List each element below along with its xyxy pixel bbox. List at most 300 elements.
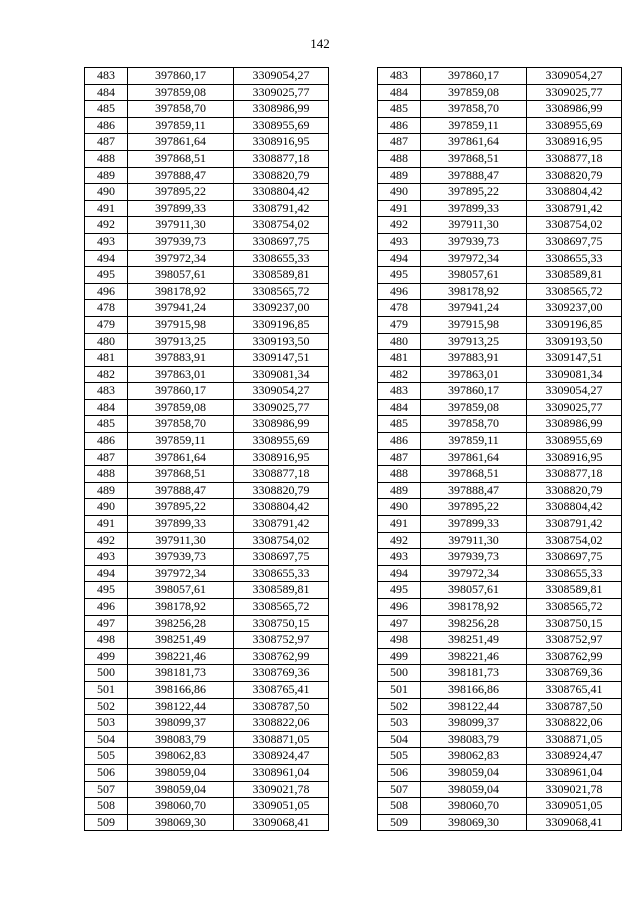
- x-coordinate-cell: 397895,22: [421, 499, 527, 516]
- table-row: [378, 217, 622, 234]
- table-row: [85, 117, 329, 134]
- x-coordinate-cell: 398057,61: [421, 582, 527, 599]
- y-coordinate-cell: 3308986,99: [234, 101, 329, 118]
- point-number-cell: 495: [85, 582, 128, 599]
- table-row: [85, 150, 329, 167]
- y-coordinate-cell: 3308955,69: [527, 117, 622, 134]
- x-coordinate-cell: 398057,61: [421, 267, 527, 284]
- table-row: [85, 101, 329, 118]
- y-coordinate-cell: 3308955,69: [527, 433, 622, 450]
- y-coordinate-cell: 3308804,42: [234, 184, 329, 201]
- table-row: [378, 798, 622, 815]
- point-number-cell: 487: [378, 134, 421, 151]
- x-coordinate-cell: 398251,49: [421, 632, 527, 649]
- point-number-cell: 484: [378, 84, 421, 101]
- table-row: [378, 383, 622, 400]
- point-number-cell: 507: [85, 781, 128, 798]
- x-coordinate-cell: 398083,79: [421, 731, 527, 748]
- x-coordinate-cell: 397941,24: [128, 300, 234, 317]
- x-coordinate-cell: 397860,17: [128, 68, 234, 85]
- table-row: [378, 532, 622, 549]
- table-row: [85, 698, 329, 715]
- point-number-cell: 485: [85, 416, 128, 433]
- x-coordinate-cell: 397915,98: [421, 316, 527, 333]
- x-coordinate-cell: 397899,33: [128, 516, 234, 533]
- point-number-cell: 483: [85, 383, 128, 400]
- point-number-cell: 500: [378, 665, 421, 682]
- x-coordinate-cell: 397863,01: [128, 366, 234, 383]
- point-number-cell: 483: [85, 68, 128, 85]
- table-row: [85, 267, 329, 284]
- point-number-cell: 496: [85, 283, 128, 300]
- x-coordinate-cell: 397972,34: [421, 250, 527, 267]
- y-coordinate-cell: 3308750,15: [527, 615, 622, 632]
- y-coordinate-cell: 3308754,02: [527, 217, 622, 234]
- x-coordinate-cell: 398069,30: [421, 814, 527, 831]
- table-row: [378, 582, 622, 599]
- y-coordinate-cell: 3308754,02: [234, 532, 329, 549]
- point-number-cell: 495: [85, 267, 128, 284]
- table-row: [85, 482, 329, 499]
- y-coordinate-cell: 3308822,06: [234, 715, 329, 732]
- y-coordinate-cell: 3309025,77: [527, 84, 622, 101]
- table-row: [85, 233, 329, 250]
- x-coordinate-cell: 397868,51: [128, 466, 234, 483]
- table-row: [378, 134, 622, 151]
- point-number-cell: 493: [85, 233, 128, 250]
- y-coordinate-cell: 3308589,81: [234, 267, 329, 284]
- table-row: [378, 565, 622, 582]
- y-coordinate-cell: 3309196,85: [527, 316, 622, 333]
- y-coordinate-cell: 3309051,05: [527, 798, 622, 815]
- x-coordinate-cell: 397861,64: [421, 134, 527, 151]
- point-number-cell: 491: [378, 516, 421, 533]
- y-coordinate-cell: 3308916,95: [234, 134, 329, 151]
- point-number-cell: 495: [378, 582, 421, 599]
- y-coordinate-cell: 3308820,79: [527, 482, 622, 499]
- x-coordinate-cell: 397915,98: [128, 316, 234, 333]
- x-coordinate-cell: 397895,22: [128, 499, 234, 516]
- table-row: [85, 516, 329, 533]
- x-coordinate-cell: 397858,70: [128, 416, 234, 433]
- y-coordinate-cell: 3308769,36: [527, 665, 622, 682]
- table-row: [378, 416, 622, 433]
- table-row: [85, 814, 329, 831]
- table-row: [85, 217, 329, 234]
- y-coordinate-cell: 3308565,72: [527, 599, 622, 616]
- table-row: [85, 184, 329, 201]
- x-coordinate-cell: 398059,04: [128, 764, 234, 781]
- table-row: [85, 565, 329, 582]
- x-coordinate-cell: 398057,61: [128, 267, 234, 284]
- point-number-cell: 482: [85, 366, 128, 383]
- y-coordinate-cell: 3309021,78: [527, 781, 622, 798]
- table-row: [85, 433, 329, 450]
- y-coordinate-cell: 3308750,15: [234, 615, 329, 632]
- table-row: [378, 250, 622, 267]
- y-coordinate-cell: 3308762,99: [527, 648, 622, 665]
- y-coordinate-cell: 3309068,41: [527, 814, 622, 831]
- x-coordinate-cell: 397861,64: [128, 134, 234, 151]
- x-coordinate-cell: 398069,30: [128, 814, 234, 831]
- point-number-cell: 483: [378, 68, 421, 85]
- point-number-cell: 484: [378, 399, 421, 416]
- point-number-cell: 490: [85, 499, 128, 516]
- x-coordinate-cell: 398062,83: [128, 748, 234, 765]
- table-row: [85, 632, 329, 649]
- x-coordinate-cell: 397913,25: [421, 333, 527, 350]
- point-number-cell: 496: [85, 599, 128, 616]
- point-number-cell: 491: [378, 200, 421, 217]
- point-number-cell: 484: [85, 399, 128, 416]
- point-number-cell: 506: [85, 764, 128, 781]
- y-coordinate-cell: 3308565,72: [527, 283, 622, 300]
- y-coordinate-cell: 3309054,27: [234, 68, 329, 85]
- x-coordinate-cell: 397888,47: [128, 482, 234, 499]
- point-number-cell: 497: [378, 615, 421, 632]
- y-coordinate-cell: 3308924,47: [527, 748, 622, 765]
- x-coordinate-cell: 397859,11: [128, 117, 234, 134]
- y-coordinate-cell: 3309068,41: [234, 814, 329, 831]
- table-row: [85, 399, 329, 416]
- point-number-cell: 492: [378, 532, 421, 549]
- point-number-cell: 497: [85, 615, 128, 632]
- y-coordinate-cell: 3309025,77: [527, 399, 622, 416]
- y-coordinate-cell: 3308986,99: [527, 416, 622, 433]
- x-coordinate-cell: 397913,25: [128, 333, 234, 350]
- y-coordinate-cell: 3309193,50: [234, 333, 329, 350]
- y-coordinate-cell: 3308916,95: [527, 134, 622, 151]
- point-number-cell: 503: [378, 715, 421, 732]
- y-coordinate-cell: 3308589,81: [527, 267, 622, 284]
- point-number-cell: 486: [378, 117, 421, 134]
- point-number-cell: 496: [378, 283, 421, 300]
- x-coordinate-cell: 397859,08: [128, 399, 234, 416]
- x-coordinate-cell: 397972,34: [421, 565, 527, 582]
- x-coordinate-cell: 398166,86: [421, 681, 527, 698]
- y-coordinate-cell: 3308655,33: [234, 250, 329, 267]
- point-number-cell: 499: [378, 648, 421, 665]
- table-row: [85, 665, 329, 682]
- y-coordinate-cell: 3308955,69: [234, 117, 329, 134]
- x-coordinate-cell: 398181,73: [421, 665, 527, 682]
- y-coordinate-cell: 3308961,04: [234, 764, 329, 781]
- point-number-cell: 483: [378, 383, 421, 400]
- point-number-cell: 494: [85, 565, 128, 582]
- y-coordinate-cell: 3309147,51: [527, 350, 622, 367]
- y-coordinate-cell: 3308769,36: [234, 665, 329, 682]
- x-coordinate-cell: 397911,30: [421, 217, 527, 234]
- table-row: [85, 68, 329, 85]
- x-coordinate-cell: 397883,91: [421, 350, 527, 367]
- point-number-cell: 498: [85, 632, 128, 649]
- y-coordinate-cell: 3309021,78: [234, 781, 329, 798]
- y-coordinate-cell: 3308787,50: [234, 698, 329, 715]
- x-coordinate-cell: 397861,64: [128, 449, 234, 466]
- table-row: [378, 698, 622, 715]
- point-number-cell: 494: [378, 565, 421, 582]
- y-coordinate-cell: 3308871,05: [234, 731, 329, 748]
- x-coordinate-cell: 397860,17: [128, 383, 234, 400]
- table-row: [85, 731, 329, 748]
- point-number-cell: 480: [85, 333, 128, 350]
- x-coordinate-cell: 397899,33: [421, 200, 527, 217]
- table-row: [85, 416, 329, 433]
- table-row: [85, 333, 329, 350]
- x-coordinate-cell: 398166,86: [128, 681, 234, 698]
- table-row: [378, 366, 622, 383]
- point-number-cell: 502: [378, 698, 421, 715]
- x-coordinate-cell: 397858,70: [421, 101, 527, 118]
- x-coordinate-cell: 397860,17: [421, 383, 527, 400]
- table-row: [378, 632, 622, 649]
- table-row: [378, 482, 622, 499]
- y-coordinate-cell: 3308765,41: [527, 681, 622, 698]
- point-number-cell: 482: [378, 366, 421, 383]
- table-row: [85, 582, 329, 599]
- x-coordinate-cell: 397859,11: [128, 433, 234, 450]
- point-number-cell: 485: [378, 101, 421, 118]
- point-number-cell: 495: [378, 267, 421, 284]
- x-coordinate-cell: 397860,17: [421, 68, 527, 85]
- x-coordinate-cell: 397858,70: [421, 416, 527, 433]
- point-number-cell: 509: [378, 814, 421, 831]
- point-number-cell: 509: [85, 814, 128, 831]
- x-coordinate-cell: 397972,34: [128, 565, 234, 582]
- y-coordinate-cell: 3308877,18: [234, 150, 329, 167]
- x-coordinate-cell: 397883,91: [128, 350, 234, 367]
- table-row: [378, 781, 622, 798]
- table-row: [378, 748, 622, 765]
- point-number-cell: 494: [85, 250, 128, 267]
- point-number-cell: 502: [85, 698, 128, 715]
- point-number-cell: 498: [378, 632, 421, 649]
- x-coordinate-cell: 398221,46: [128, 648, 234, 665]
- point-number-cell: 488: [378, 466, 421, 483]
- y-coordinate-cell: 3308752,97: [527, 632, 622, 649]
- y-coordinate-cell: 3309054,27: [234, 383, 329, 400]
- x-coordinate-cell: 398083,79: [128, 731, 234, 748]
- point-number-cell: 507: [378, 781, 421, 798]
- point-number-cell: 480: [378, 333, 421, 350]
- y-coordinate-cell: 3308791,42: [527, 200, 622, 217]
- table-row: [378, 549, 622, 566]
- y-coordinate-cell: 3308754,02: [234, 217, 329, 234]
- table-row: [378, 715, 622, 732]
- table-row: [85, 798, 329, 815]
- point-number-cell: 503: [85, 715, 128, 732]
- point-number-cell: 486: [85, 117, 128, 134]
- x-coordinate-cell: 398059,04: [421, 781, 527, 798]
- table-row: [85, 681, 329, 698]
- y-coordinate-cell: 3308955,69: [234, 433, 329, 450]
- point-number-cell: 490: [85, 184, 128, 201]
- point-number-cell: 491: [85, 200, 128, 217]
- x-coordinate-cell: 397939,73: [421, 549, 527, 566]
- y-coordinate-cell: 3308565,72: [234, 283, 329, 300]
- y-coordinate-cell: 3308986,99: [234, 416, 329, 433]
- point-number-cell: 493: [378, 549, 421, 566]
- y-coordinate-cell: 3308986,99: [527, 101, 622, 118]
- point-number-cell: 501: [85, 681, 128, 698]
- y-coordinate-cell: 3308916,95: [527, 449, 622, 466]
- y-coordinate-cell: 3308791,42: [234, 200, 329, 217]
- x-coordinate-cell: 398256,28: [128, 615, 234, 632]
- table-row: [378, 350, 622, 367]
- table-row: [85, 283, 329, 300]
- point-number-cell: 487: [85, 134, 128, 151]
- table-row: [85, 532, 329, 549]
- y-coordinate-cell: 3308754,02: [527, 532, 622, 549]
- table-row: [378, 117, 622, 134]
- table-row: [378, 300, 622, 317]
- x-coordinate-cell: 398122,44: [128, 698, 234, 715]
- point-number-cell: 493: [85, 549, 128, 566]
- y-coordinate-cell: 3308791,42: [234, 516, 329, 533]
- table-row: [85, 167, 329, 184]
- table-row: [85, 449, 329, 466]
- y-coordinate-cell: 3308655,33: [527, 250, 622, 267]
- x-coordinate-cell: 397939,73: [128, 549, 234, 566]
- point-number-cell: 489: [378, 167, 421, 184]
- x-coordinate-cell: 398060,70: [128, 798, 234, 815]
- x-coordinate-cell: 398099,37: [128, 715, 234, 732]
- y-coordinate-cell: 3308655,33: [527, 565, 622, 582]
- y-coordinate-cell: 3308877,18: [234, 466, 329, 483]
- table-row: [85, 134, 329, 151]
- y-coordinate-cell: 3308565,72: [234, 599, 329, 616]
- y-coordinate-cell: 3308820,79: [234, 167, 329, 184]
- y-coordinate-cell: 3308697,75: [234, 549, 329, 566]
- x-coordinate-cell: 397888,47: [421, 167, 527, 184]
- table-row: [85, 549, 329, 566]
- y-coordinate-cell: 3309054,27: [527, 383, 622, 400]
- table-row: [378, 150, 622, 167]
- y-coordinate-cell: 3308752,97: [234, 632, 329, 649]
- point-number-cell: 485: [378, 416, 421, 433]
- table-row: [378, 399, 622, 416]
- point-number-cell: 489: [378, 482, 421, 499]
- point-number-cell: 493: [378, 233, 421, 250]
- point-number-cell: 499: [85, 648, 128, 665]
- y-coordinate-cell: 3308804,42: [234, 499, 329, 516]
- y-coordinate-cell: 3308655,33: [234, 565, 329, 582]
- x-coordinate-cell: 398059,04: [128, 781, 234, 798]
- table-row: [85, 764, 329, 781]
- x-coordinate-cell: 398178,92: [421, 283, 527, 300]
- x-coordinate-cell: 397859,08: [421, 84, 527, 101]
- y-coordinate-cell: 3308589,81: [527, 582, 622, 599]
- y-coordinate-cell: 3308762,99: [234, 648, 329, 665]
- x-coordinate-cell: 398122,44: [421, 698, 527, 715]
- y-coordinate-cell: 3309025,77: [234, 84, 329, 101]
- table-row: [378, 84, 622, 101]
- x-coordinate-cell: 397863,01: [421, 366, 527, 383]
- x-coordinate-cell: 398057,61: [128, 582, 234, 599]
- point-number-cell: 478: [378, 300, 421, 317]
- point-number-cell: 492: [378, 217, 421, 234]
- table-row: [378, 449, 622, 466]
- table-row: [85, 383, 329, 400]
- x-coordinate-cell: 397939,73: [421, 233, 527, 250]
- x-coordinate-cell: 397859,11: [421, 433, 527, 450]
- x-coordinate-cell: 398178,92: [128, 283, 234, 300]
- y-coordinate-cell: 3308822,06: [527, 715, 622, 732]
- point-number-cell: 505: [85, 748, 128, 765]
- coordinates-table-left: [84, 67, 329, 831]
- point-number-cell: 488: [85, 466, 128, 483]
- y-coordinate-cell: 3308697,75: [527, 233, 622, 250]
- point-number-cell: 487: [85, 449, 128, 466]
- table-row: [85, 366, 329, 383]
- table-row: [85, 499, 329, 516]
- y-coordinate-cell: 3308765,41: [234, 681, 329, 698]
- table-row: [85, 300, 329, 317]
- point-number-cell: 492: [85, 217, 128, 234]
- point-number-cell: 479: [378, 316, 421, 333]
- point-number-cell: 496: [378, 599, 421, 616]
- page-number: 142: [310, 36, 330, 51]
- x-coordinate-cell: 397941,24: [421, 300, 527, 317]
- point-number-cell: 481: [378, 350, 421, 367]
- y-coordinate-cell: 3308791,42: [527, 516, 622, 533]
- y-coordinate-cell: 3308804,42: [527, 184, 622, 201]
- x-coordinate-cell: 397899,33: [421, 516, 527, 533]
- y-coordinate-cell: 3308871,05: [527, 731, 622, 748]
- x-coordinate-cell: 398062,83: [421, 748, 527, 765]
- point-number-cell: 501: [378, 681, 421, 698]
- table-row: [85, 84, 329, 101]
- table-row: [378, 433, 622, 450]
- x-coordinate-cell: 397888,47: [421, 482, 527, 499]
- y-coordinate-cell: 3308877,18: [527, 150, 622, 167]
- x-coordinate-cell: 397858,70: [128, 101, 234, 118]
- x-coordinate-cell: 397911,30: [421, 532, 527, 549]
- y-coordinate-cell: 3308877,18: [527, 466, 622, 483]
- table-row: [85, 615, 329, 632]
- x-coordinate-cell: 398251,49: [128, 632, 234, 649]
- x-coordinate-cell: 397911,30: [128, 217, 234, 234]
- point-number-cell: 504: [378, 731, 421, 748]
- coordinates-table-left-body: [85, 68, 329, 831]
- table-row: [378, 499, 622, 516]
- y-coordinate-cell: 3308820,79: [527, 167, 622, 184]
- y-coordinate-cell: 3308924,47: [234, 748, 329, 765]
- x-coordinate-cell: 397972,34: [128, 250, 234, 267]
- x-coordinate-cell: 397868,51: [421, 466, 527, 483]
- x-coordinate-cell: 398181,73: [128, 665, 234, 682]
- y-coordinate-cell: 3308589,81: [234, 582, 329, 599]
- y-coordinate-cell: 3309196,85: [234, 316, 329, 333]
- point-number-cell: 505: [378, 748, 421, 765]
- x-coordinate-cell: 397859,08: [421, 399, 527, 416]
- x-coordinate-cell: 398099,37: [421, 715, 527, 732]
- table-row: [85, 748, 329, 765]
- point-number-cell: 487: [378, 449, 421, 466]
- table-row: [378, 167, 622, 184]
- table-row: [378, 731, 622, 748]
- x-coordinate-cell: 398221,46: [421, 648, 527, 665]
- point-number-cell: 489: [85, 167, 128, 184]
- x-coordinate-cell: 397859,08: [128, 84, 234, 101]
- y-coordinate-cell: 3308916,95: [234, 449, 329, 466]
- table-row: [378, 316, 622, 333]
- x-coordinate-cell: 397868,51: [421, 150, 527, 167]
- coordinates-table-right-body: [378, 68, 622, 831]
- point-number-cell: 494: [378, 250, 421, 267]
- point-number-cell: 485: [85, 101, 128, 118]
- y-coordinate-cell: 3308820,79: [234, 482, 329, 499]
